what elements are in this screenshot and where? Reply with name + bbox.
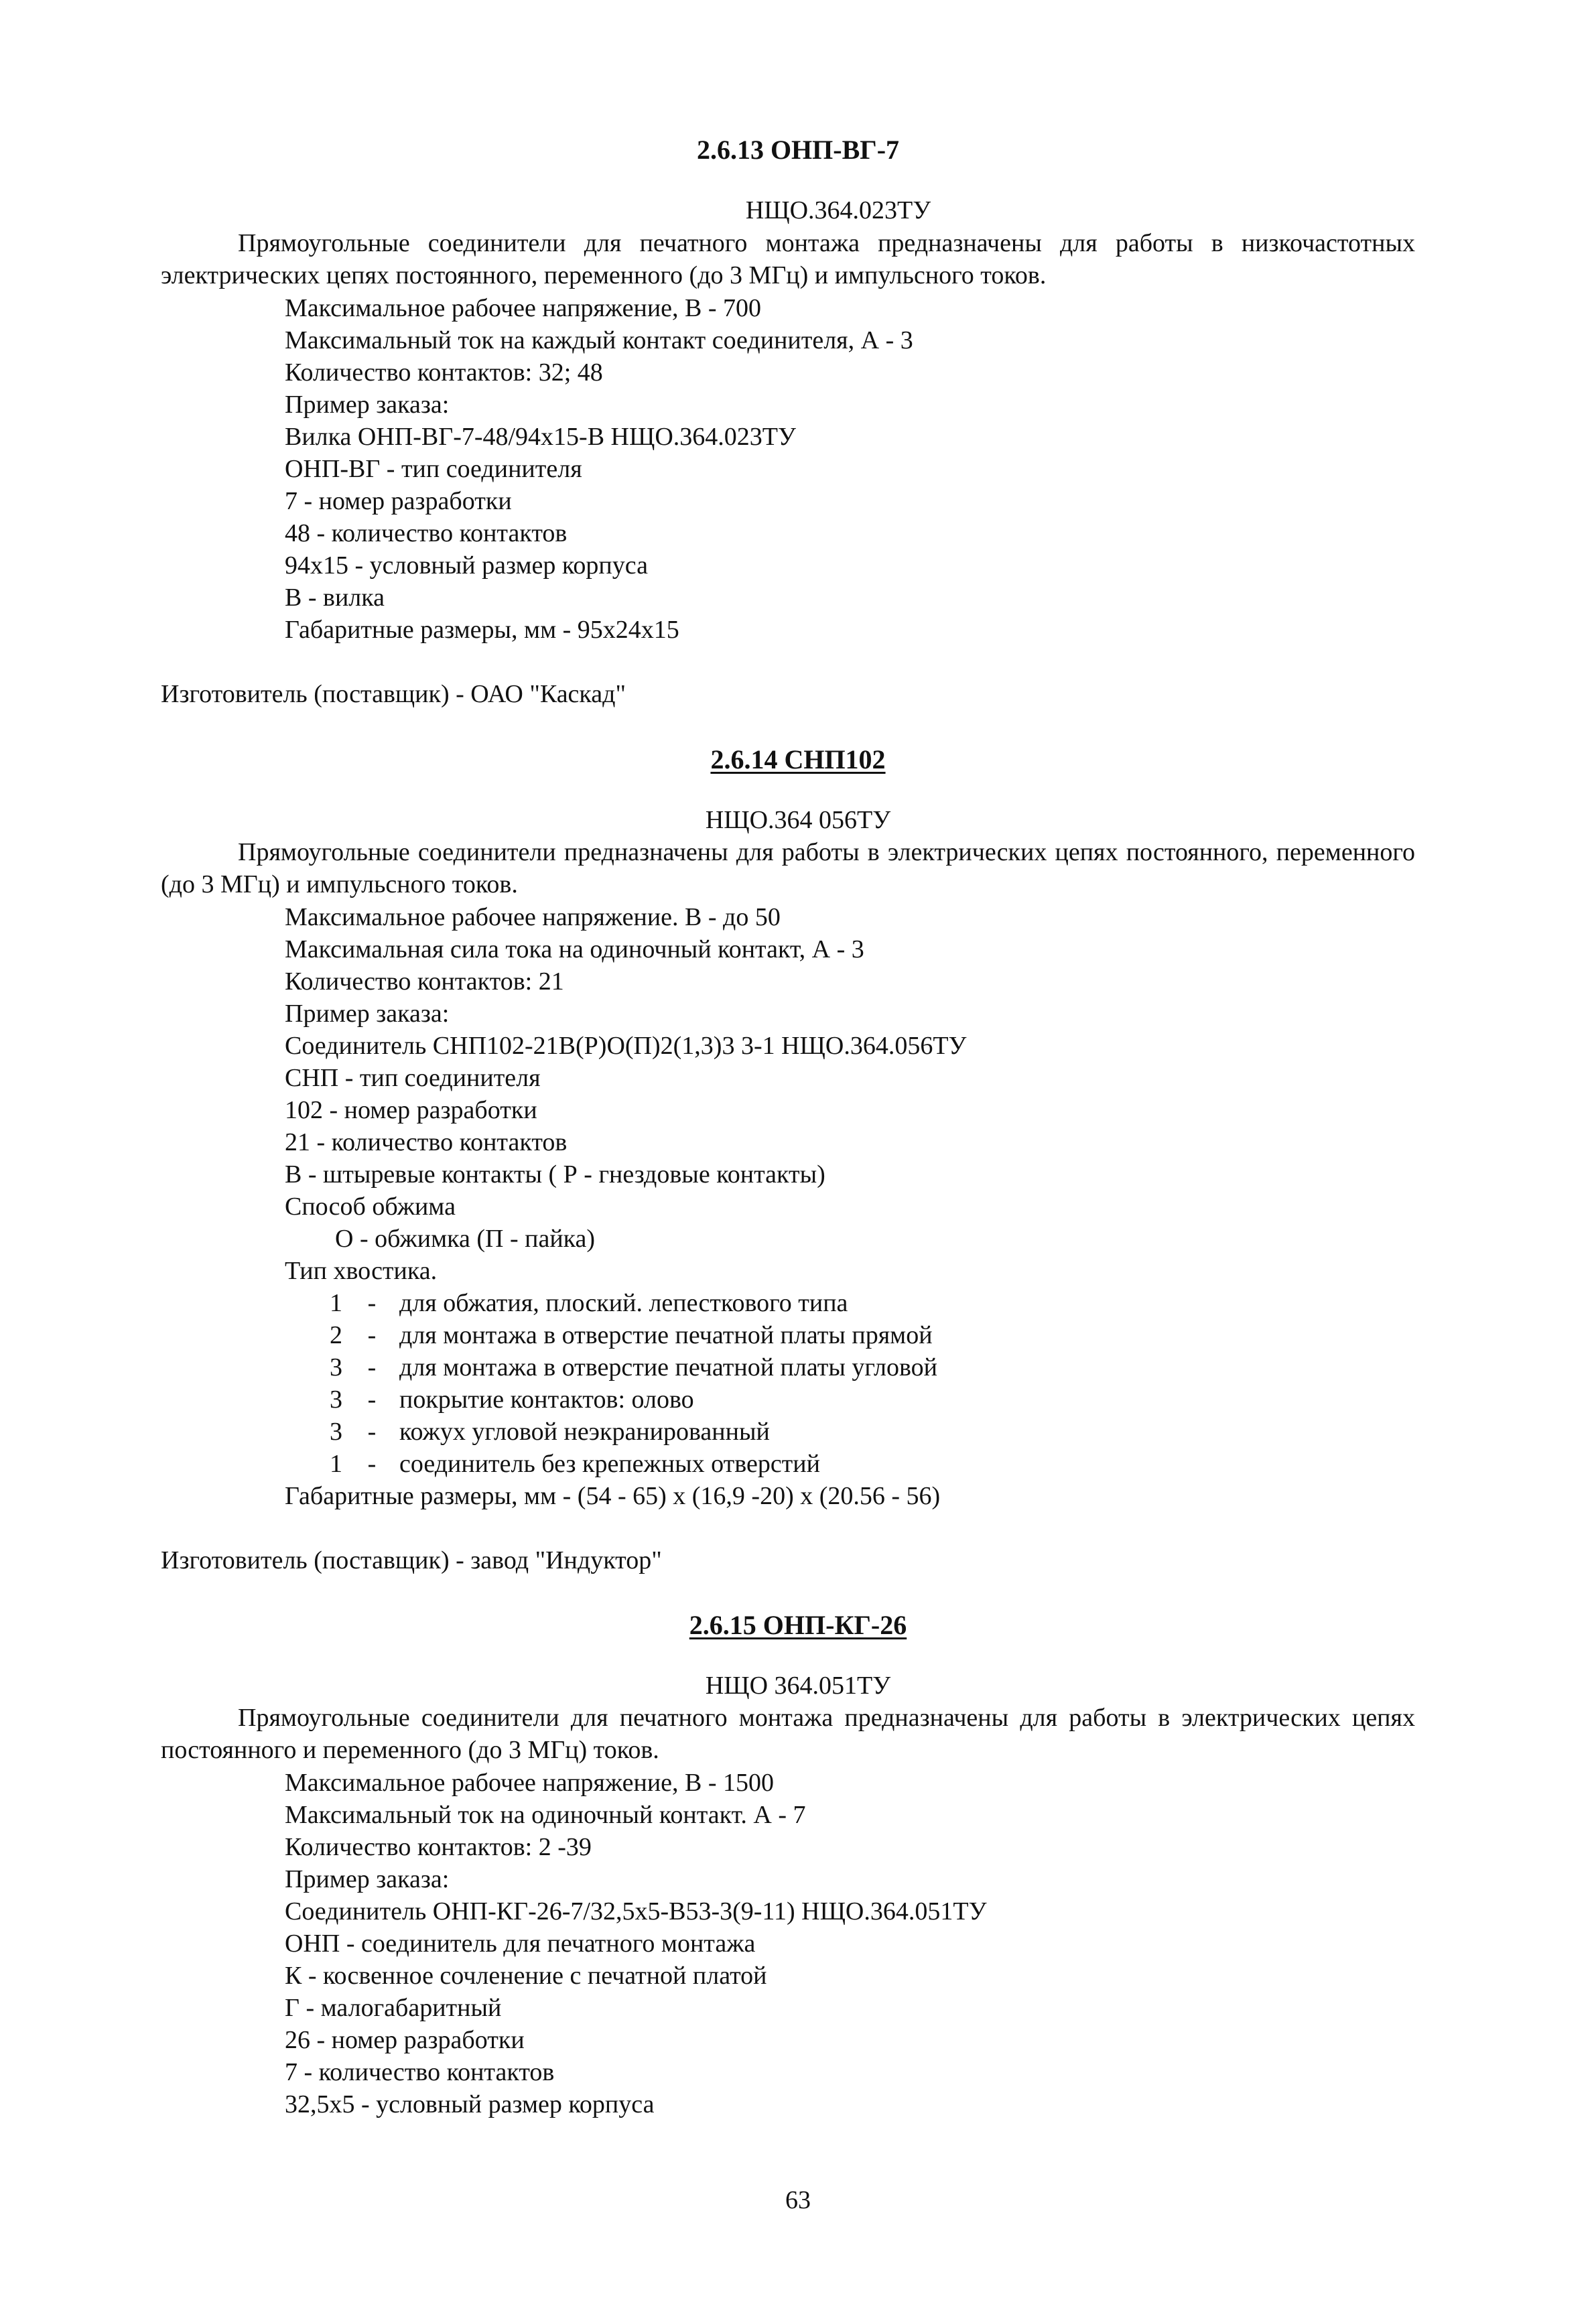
tail-item: [330, 1383, 383, 1416]
spec-line: 7 - номер разработки: [285, 487, 512, 515]
spec-line: Соединитель СНП102-21В(Р)О(П)2(1,3)3 3-1 НЩО.364.056ТУ: [285, 1032, 967, 1060]
tail-item-number: 3: [330, 1353, 342, 1381]
spec-line: Пример заказа:: [285, 1000, 450, 1028]
tail-item: [330, 1351, 383, 1383]
spec-line: Максимальное рабочее напряжение. В - до 50: [285, 903, 781, 931]
tail-item-dash: -: [367, 1289, 377, 1317]
spec-line: Габаритные размеры, мм - 95х24х15: [285, 616, 679, 644]
spec-code-2-6-14: НЩО.364 056ТУ: [705, 806, 891, 834]
spec-line: Соединитель ОНП-КГ-26-7/32,5х5-В53-3(9-11) НЩО.364.051ТУ: [285, 1897, 987, 1925]
page-number: 63: [785, 2186, 811, 2214]
tail-type-label: Тип хвостика.: [285, 1257, 438, 1285]
spec-line: Максимальный ток на каждый контакт соединителя, А - 3: [285, 326, 913, 354]
section-intro-2-6-14: Прямоугольные соединители предназначены для работы в электрических цепях постоянного, переменного (до 3 МГц) и импульсного токов.: [161, 838, 1415, 899]
spec-line: Количество контактов: 2 -39: [285, 1833, 592, 1861]
dimensions-line-2-6-14: Габаритные размеры, мм - (54 - 65) х (16,9 -20) х (20.56 - 56): [285, 1482, 941, 1510]
tail-item-dash: -: [367, 1353, 377, 1381]
tail-item-text: для монтажа в отверстие печатной платы прямой: [399, 1321, 933, 1349]
section-heading-2-6-14: [0, 744, 1596, 776]
tail-item-text: кожух угловой неэкранированный: [399, 1418, 770, 1446]
manufacturer-line-2-6-13: Изготовитель (поставщик) - ОАО "Каскад": [161, 680, 626, 708]
spec-line: 94х15 - условный размер корпуса: [285, 551, 648, 580]
spec-line: В - штыревые контакты ( Р - гнездовые контакты): [285, 1160, 825, 1189]
tail-item-text: покрытие контактов: олово: [399, 1385, 694, 1414]
spec-line: 26 - номер разработки: [285, 2026, 525, 2054]
spec-line: ОНП - соединитель для печатного монтажа: [285, 1930, 756, 1958]
spec-line: 48 - количество контактов: [285, 519, 568, 547]
spec-line: Пример заказа:: [285, 391, 450, 419]
tail-item-number: 2: [330, 1321, 342, 1349]
tail-item-dash: -: [367, 1450, 377, 1478]
tail-item-number: 1: [330, 1289, 342, 1317]
tail-item-number: 1: [330, 1450, 342, 1478]
spec-line: Максимальное рабочее напряжение, В - 1500: [285, 1769, 775, 1797]
spec-line: К - косвенное сочленение с печатной платой: [285, 1962, 767, 1990]
section-heading-2-6-15: [0, 1609, 1596, 1641]
tail-item: [330, 1448, 383, 1480]
spec-line: В - вилка: [285, 584, 385, 612]
spec-line: Количество контактов: 21: [285, 967, 564, 996]
spec-line: СНП - тип соединителя: [285, 1064, 541, 1092]
tail-item-text: для монтажа в отверстие печатной платы угловой: [399, 1353, 938, 1381]
spec-line: Количество контактов: 32; 48: [285, 358, 603, 387]
heading-text: 2.6.15 ОНП-КГ-26: [689, 1610, 907, 1640]
spec-line: 21 - количество контактов: [285, 1128, 568, 1156]
spec-line: 102 - номер разработки: [285, 1096, 537, 1124]
spec-line: Способ обжима: [285, 1193, 456, 1221]
heading-text: 2.6.14 СНП102: [710, 744, 886, 774]
section-heading-2-6-13: 2.6.13 ОНП-ВГ-7: [696, 135, 900, 165]
tail-item: [330, 1416, 383, 1448]
spec-line: Г - малогабаритный: [285, 1994, 502, 2022]
tail-item-dash: -: [367, 1418, 377, 1446]
spec-line: ОНП-ВГ - тип соединителя: [285, 455, 582, 483]
spec-line: Максимальный ток на одиночный контакт. А - 7: [285, 1801, 806, 1829]
spec-line: Максимальное рабочее напряжение, В - 700: [285, 294, 762, 322]
tail-item-text: соединитель без крепежных отверстий: [399, 1450, 820, 1478]
spec-line: 7 - количество контактов: [285, 2058, 555, 2086]
tail-item-dash: -: [367, 1321, 377, 1349]
spec-sub-line: О - обжимка (П - пайка): [335, 1225, 596, 1253]
section-intro-2-6-15: Прямоугольные соединители для печатного монтажа предназначены для работы в электрических цепях постоянного и переменного (до 3 МГц) токов.: [161, 1704, 1415, 1765]
tail-item: [330, 1319, 383, 1351]
spec-code-2-6-15: НЩО 364.051ТУ: [705, 1672, 891, 1700]
section-intro-2-6-13: Прямоугольные соединители для печатного монтажа предназначены для работы в низкочастотных электрических цепях постоянного, переменного (до 3 МГц) и импульсного токов.: [161, 229, 1415, 290]
spec-line: 32,5х5 - условный размер корпуса: [285, 2090, 655, 2118]
spec-code-2-6-13: НЩО.364.023ТУ: [745, 196, 931, 224]
tail-item: [330, 1287, 383, 1319]
tail-item-number: 3: [330, 1418, 342, 1446]
tail-item-dash: -: [367, 1385, 377, 1414]
tail-item-text: для обжатия, плоский. лепесткового типа: [399, 1289, 848, 1317]
tail-item-number: 3: [330, 1385, 342, 1414]
spec-line: Пример заказа:: [285, 1865, 450, 1893]
manufacturer-line-2-6-14: Изготовитель (поставщик) - завод "Индуктор": [161, 1546, 662, 1574]
spec-line: Максимальная сила тока на одиночный контакт, А - 3: [285, 935, 864, 963]
spec-line: Вилка ОНП-ВГ-7-48/94х15-В НЩО.364.023ТУ: [285, 423, 796, 451]
